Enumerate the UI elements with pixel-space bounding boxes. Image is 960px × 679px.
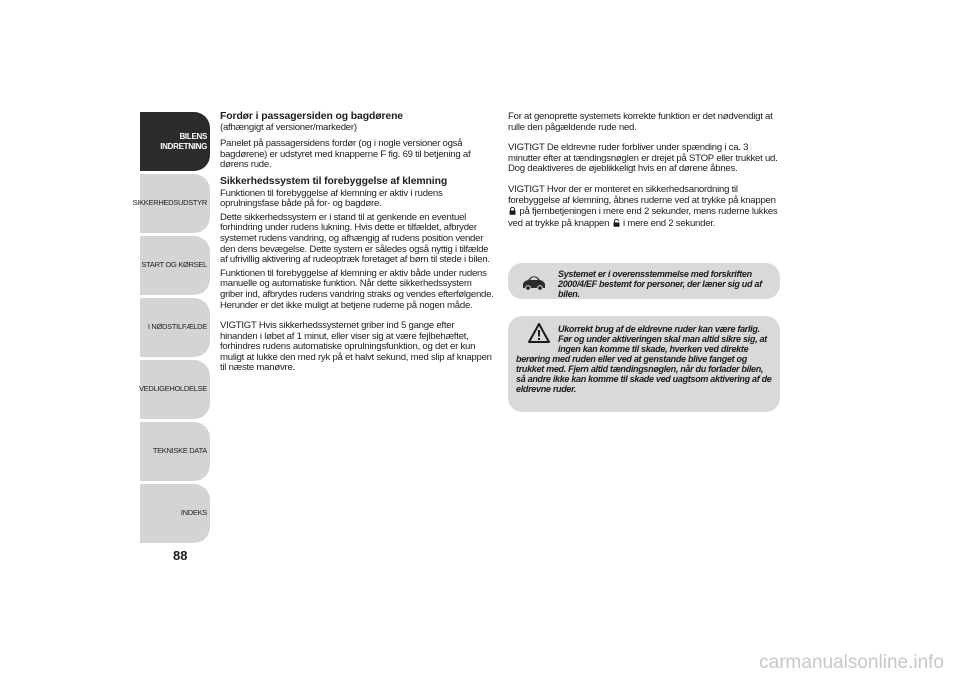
tab-sikkerhedsudstyr[interactable] — [132, 174, 210, 233]
lock-closed-icon — [509, 207, 516, 215]
page-number: 88 — [173, 548, 188, 563]
section-heading: Fordør i passagersiden og bagdørene — [220, 111, 403, 122]
watermark: carmanualsonline.info — [759, 652, 944, 673]
tab-i-nodstilfaelde[interactable] — [140, 298, 210, 357]
tab-tekniske-data[interactable] — [140, 422, 210, 481]
tab-label: I NØDSTILFÆLDE — [147, 322, 207, 332]
note-text — [516, 324, 774, 394]
tab-label: TEKNISKE DATA — [152, 446, 207, 456]
tab-label: VEDLIGEHOLDELSE — [138, 384, 207, 394]
regulation-note — [508, 263, 780, 299]
tab-label: START OG KØRSEL — [141, 260, 207, 270]
paragraph — [508, 185, 782, 229]
tab-label: SIKKERHEDSUDSTYR — [132, 198, 207, 208]
note-text-body: berøring med ruden eller ved at genstande blive fanget og trukket med. Fjern altid tændingsnøglen, når du forlader bilen, så andre ikke kan komme til skade ved uagtsom aktivering af de eldrevne ruder. — [516, 354, 772, 394]
tab-indeks[interactable] — [140, 484, 210, 543]
tab-label: BILENS INDRETNING — [160, 132, 207, 151]
note-text-indented: Ukorrekt brug af de eldrevne ruder kan være farlig. Før og under aktiveringen skal man altid sikre sig, at ingen kan komme til skade, hverken ved direkte — [558, 324, 767, 354]
tab-start-og-korsel[interactable] — [140, 236, 210, 295]
paragraph-text: VIGTIGT Hvor der er monteret en sikkerhedsanordning til forebyggelse af klemning, åbnes ruderne ved at trykke på knappen — [508, 183, 776, 206]
chapter-tabs — [132, 112, 210, 547]
right-column — [508, 112, 782, 235]
paragraph: Panelet på passagersidens fordør (og i nogle versioner også bagdørene) er udstyret med knapperne F fig. 69 til betjening af dørens rude. — [220, 138, 471, 171]
car-pictogram-icon — [522, 273, 546, 291]
warning-note — [508, 316, 780, 412]
tab-bilens-indretning[interactable] — [140, 112, 210, 171]
paragraph: VIGTIGT De eldrevne ruder forbliver under spænding i ca. 3 minutter efter at tændingsnøglen er drejet på STOP eller trukket ud. Dog deaktiveres de øjeblikkeligt hvis en af dørene åbnes. — [508, 142, 778, 175]
paragraph: Funktionen til forebyggelse af klemning er aktiv i rudens oprulningsfase både på for- og bagdøre. — [220, 187, 443, 210]
paragraph-text: i mere end 2 sekunder. — [623, 217, 716, 229]
paragraph: Funktionen til forebyggelse af klemning er aktiv både under rudens manuelle og automatiske funktion. Når dette sikkerhedssystem griber ind, afbrydes rudens vandring straks og vendes efterfølgende. Herunder er det ikke muligt at betjene ruderne på nogen måde. — [220, 267, 494, 311]
section-heading: Sikkerhedssystem til forebyggelse af klemning — [220, 175, 448, 187]
paragraph-text: på fjernbetjeningen i mere end 2 sekunder, mens ruderne lukkes ved at trykke på knappen — [508, 206, 778, 229]
note-text: Systemet er i overensstemmelse med forskriften 2000/4/EF bestemt for personer, der læner sig ud af bilen. — [558, 269, 762, 299]
lock-open-icon — [613, 219, 620, 227]
tab-vedligeholdelse[interactable] — [140, 360, 210, 419]
section-subheading: (afhængigt af versioner/markeder) — [220, 121, 357, 133]
tab-label: INDEKS — [180, 508, 207, 518]
paragraph: For at genoprette systemets korrekte funktion er det nødvendigt at rulle den pågældende rude ned. — [508, 111, 773, 133]
left-column — [220, 112, 494, 380]
paragraph: VIGTIGT Hvis sikkerhedssystemet griber ind 5 gange efter hinanden i løbet af 1 minut, eller viser sig at være fejlbehæftet, forhindres rudens automatiske oprulningsfunktion, og det er kun muligt at lukke den med ryk på et halvt sekund, med slip af knappen til næste manøvre. — [220, 320, 492, 374]
paragraph: Dette sikkerhedssystem er i stand til at genkende en eventuel forhindring under rudens lukning. Hvis dette er tilfældet, afbryder systemet rudens vandring, og afhængig af rudens position vender den dens bevægelse. Dette system er således også nyttig i tilfælde af ufrivillig aktivering af rudeoptræk foretaget af børn til stede i bilen. — [220, 211, 490, 266]
